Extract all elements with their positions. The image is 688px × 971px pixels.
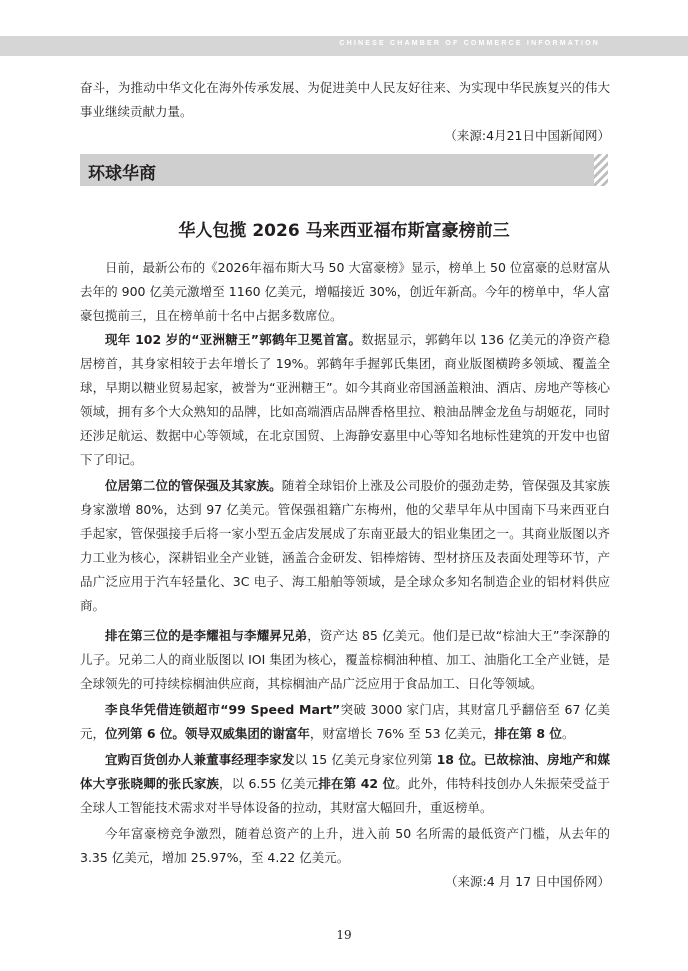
paragraph-first-place-lead: 现年 102 岁的“亚洲糖王”郭鹤年卫冕首富。 bbox=[105, 332, 362, 347]
p6-bold-1: 宜购百货创办人兼董事经理李家发 bbox=[105, 752, 295, 767]
header-band bbox=[0, 36, 688, 56]
p6-bold-3: 排在第 42 位 bbox=[318, 776, 396, 791]
paragraph-threshold-text: 今年富豪榜竞争激烈，随着总资产的上升，进入前 50 名所需的最低资产门槛，从去年的 3.35 亿美元，增加 25.97%，至 4.22 亿美元。 bbox=[80, 826, 610, 865]
paragraph-first-place bbox=[80, 328, 610, 472]
p6-text-1: 以 15 亿美元身家位列第 bbox=[294, 752, 437, 767]
previous-article-text: 奋斗，为推动中华文化在海外传承发展、为促进美中人民友好往来、为实现中华民族复兴的伟大事业继续贡献力量。 bbox=[80, 80, 610, 119]
paragraph-second-place bbox=[80, 474, 610, 618]
paragraph-third-place-lead: 排在第三位的是李耀祖与李耀昇兄弟 bbox=[105, 628, 308, 643]
paragraph-second-place-lead: 位居第二位的管保强及其家族。 bbox=[105, 478, 282, 493]
p6-text-3: 。此外，伟特科技创办人朱振荣受益于全球人工智能技术需求对半导体设备的拉动，其财富大幅回升，重返榜单。 bbox=[80, 776, 610, 815]
p5-bold-2: 位列第 6 位。领导双威集团的谢富年 bbox=[105, 726, 310, 741]
paragraph-third-place bbox=[80, 624, 610, 696]
paragraph-others bbox=[80, 748, 610, 820]
paragraph-second-place-text: 随着全球铝价上涨及公司股价的强劲走势，管保强及其家族身家激增 80%，达到 97 亿美元。管保强祖籍广东梅州，他的父辈早年从中国南下马来西亚白手起家，管保强接手后将一家小型五金店发展成了东南亚最大的铝业集团之一。其商业版图以齐力工业为核心，深耕铝业全产业链，涵盖合金研发、铝棒熔铸、型材挤压及表面处理等环节，产品广泛应用于汽车轻量化、3C 电子、海工船舶等领域，是全球众多知名制造企业的铝材料供应商。 bbox=[80, 478, 610, 613]
page-number: 19 bbox=[336, 928, 352, 942]
paragraph-third-place-text: ，资产达 85 亿美元。他们是已故“棕油大王”李深静的儿子。兄弟二人的商业版图以 IOI 集团为核心，覆盖棕榈油种植、加工、油脂化工全产业链，是全球领先的可持续棕榈油供应商，其棕榈油产品广泛应用于食品加工、日化等领域。 bbox=[80, 628, 610, 691]
article-source: （来源:4 月 17 日中国侨网） bbox=[445, 874, 610, 889]
p5-text-2: ，财富增长 76% 至 53 亿美元， bbox=[309, 726, 495, 741]
p6-bold-2: 18 位。已故棕油、房地产和媒体大亨张晓卿的张氏家族 bbox=[80, 752, 611, 791]
header-band-text: CHINESE CHAMBER OF COMMERCE INFORMATION bbox=[339, 40, 600, 47]
paragraph-sixth-eighth bbox=[80, 698, 610, 746]
paragraph-first-place-text: 数据显示，郭鹤年以 136 亿美元的净资产稳居榜首，其身家相较于去年增长了 19%。郭鹤年手握郭氏集团，商业版图横跨多领域、覆盖全球，早期以糖业贸易起家，被誉为“亚洲糖王”。如今其商业帝国涵盖粮油、酒店、房地产等核心领域，拥有多个大众熟知的品牌，比如高端酒店品牌香格里拉、粮油品牌金龙鱼与胡姬花，同时还涉足航运、数据中心等领域，在北京国贸、上海静安嘉里中心等知名地标性建筑的开发中也留下了印记。 bbox=[80, 332, 610, 467]
previous-article-ending bbox=[80, 76, 610, 148]
p5-bold-1: 李良华凭借连锁超市“99 Speed Mart” bbox=[105, 702, 341, 717]
article-title: 华人包揽 2026 马来西亚福布斯富豪榜前三 bbox=[178, 221, 510, 241]
paragraph-intro-text: 日前，最新公布的《2026年福布斯大马 50 大富豪榜》显示，榜单上 50 位富豪的总财富从去年的 900 亿美元激增至 1160 亿美元，增幅接近 30%，创近年新高。今年的榜单中，华人富豪包揽前三，且在榜单前十名中占据多数席位。 bbox=[80, 260, 610, 323]
p6-text-2: ，以 6.55 亿美元 bbox=[219, 776, 319, 791]
previous-article-source: （来源:4月21日中国新闻网） bbox=[444, 128, 610, 143]
p5-text-3: 。 bbox=[561, 726, 575, 741]
paragraph-threshold bbox=[80, 822, 610, 894]
section-stripe-decoration bbox=[594, 154, 608, 186]
p5-text-1: 突破 3000 家门店，其财富几乎翻倍至 67 亿美元， bbox=[80, 702, 610, 741]
section-header bbox=[80, 154, 608, 186]
p5-bold-3: 排在第 8 位 bbox=[494, 726, 562, 741]
section-title: 环球华商 bbox=[88, 164, 156, 184]
paragraph-intro bbox=[80, 256, 610, 328]
